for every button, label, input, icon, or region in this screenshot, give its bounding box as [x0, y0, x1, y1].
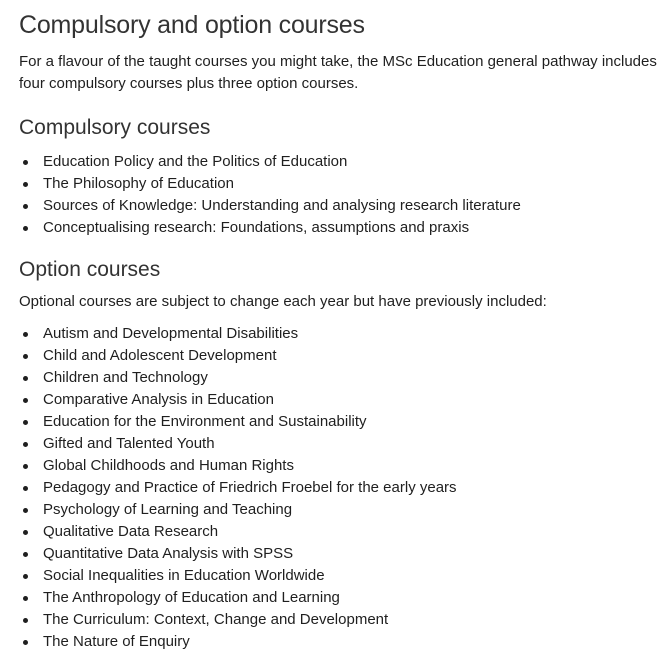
list-item: The Curriculum: Context, Change and Development	[19, 609, 659, 631]
compulsory-courses-list	[19, 151, 659, 239]
list-item: Pedagogy and Practice of Friedrich Froebel for the early years	[19, 477, 659, 499]
list-item: Quantitative Data Analysis with SPSS	[19, 543, 659, 565]
option-courses-intro: Optional courses are subject to change each year but have previously included:	[19, 293, 547, 310]
intro-paragraph: For a flavour of the taught courses you might take, the MSc Education general pathway includes four compulsory courses plus three option courses.	[19, 53, 657, 92]
list-item: Education for the Environment and Sustainability	[19, 411, 659, 433]
option-courses-list	[19, 323, 659, 653]
compulsory-courses-heading: Compulsory courses	[19, 116, 211, 139]
list-item: Sources of Knowledge: Understanding and analysing research literature	[19, 195, 659, 217]
list-item: Autism and Developmental Disabilities	[19, 323, 659, 345]
list-item: The Anthropology of Education and Learning	[19, 587, 659, 609]
list-item: Qualitative Data Research	[19, 521, 659, 543]
list-item: Global Childhoods and Human Rights	[19, 455, 659, 477]
list-item: Social Inequalities in Education Worldwide	[19, 565, 659, 587]
list-item: Education Policy and the Politics of Education	[19, 151, 659, 173]
list-item: Psychology of Learning and Teaching	[19, 499, 659, 521]
list-item: Conceptualising research: Foundations, assumptions and praxis	[19, 217, 659, 239]
list-item: Comparative Analysis in Education	[19, 389, 659, 411]
list-item: The Nature of Enquiry	[19, 631, 659, 653]
list-item: Gifted and Talented Youth	[19, 433, 659, 455]
list-item: Child and Adolescent Development	[19, 345, 659, 367]
list-item: Children and Technology	[19, 367, 659, 389]
page-title: Compulsory and option courses	[19, 11, 365, 39]
list-item: The Philosophy of Education	[19, 173, 659, 195]
option-courses-heading: Option courses	[19, 258, 161, 281]
